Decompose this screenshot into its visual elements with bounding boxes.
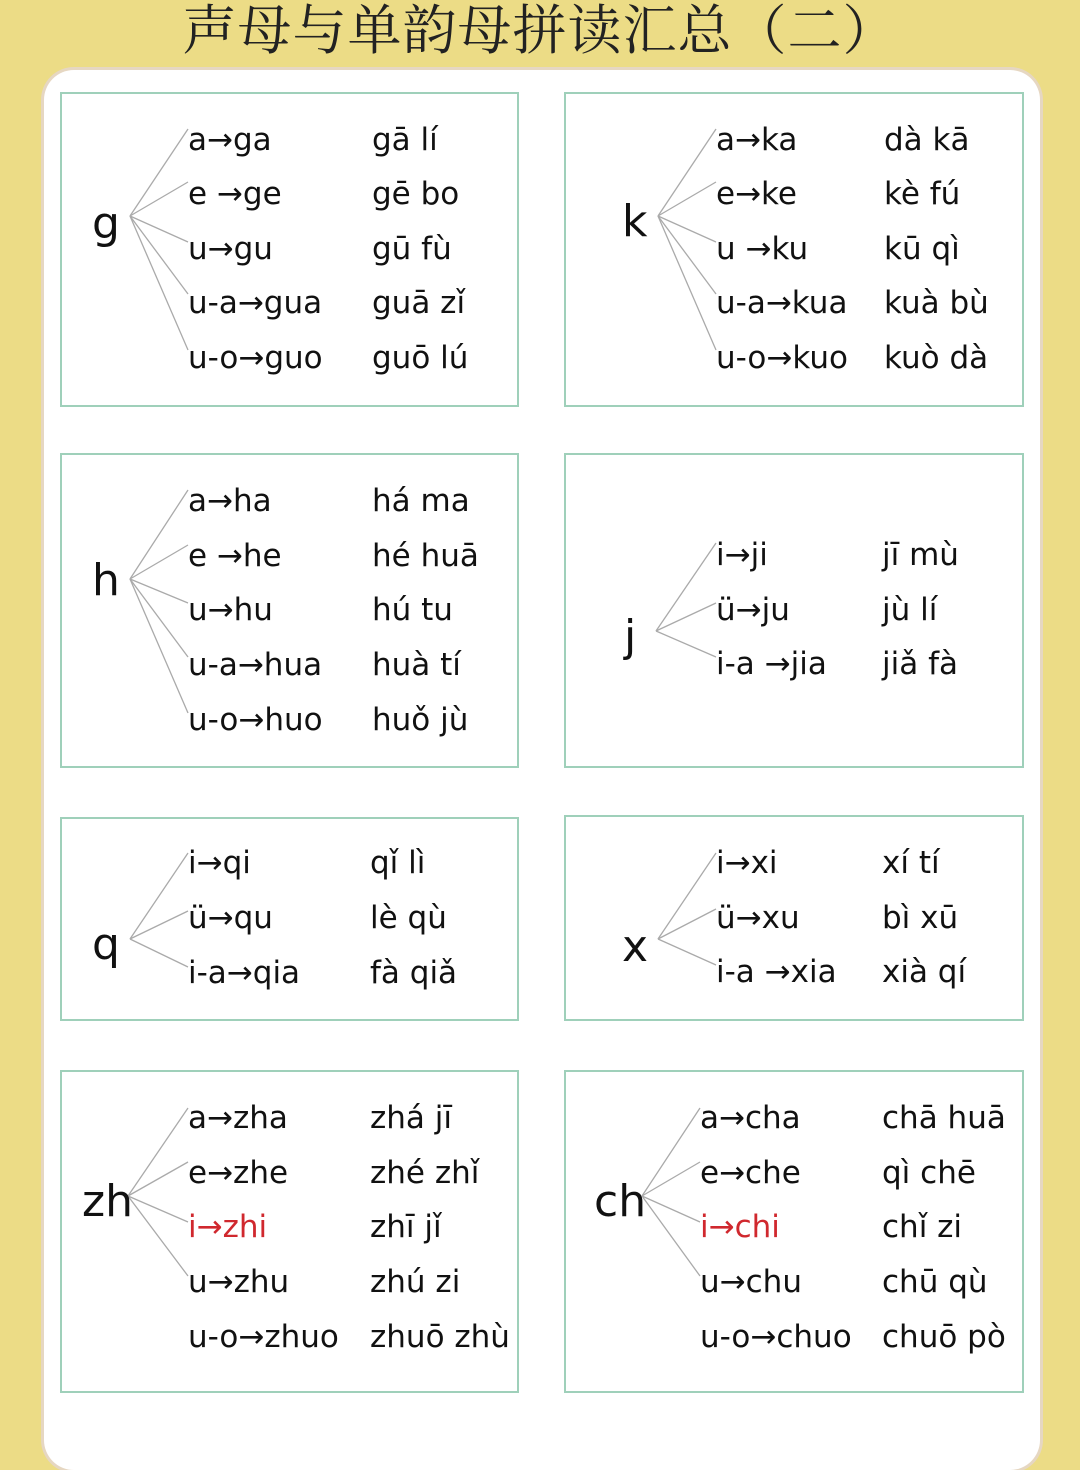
spelling-highlighted: i→chi xyxy=(700,1209,780,1245)
spelling: a→zha xyxy=(188,1100,288,1136)
example-word: fà qiǎ xyxy=(370,955,458,991)
example-word: qì chē xyxy=(882,1155,976,1191)
example-word: zhuō zhù xyxy=(370,1319,510,1355)
spelling: e →ge xyxy=(188,176,282,212)
card-q xyxy=(60,817,519,1021)
card-ch xyxy=(564,1070,1024,1393)
spelling: a→ha xyxy=(188,483,272,519)
example-word: zhú zi xyxy=(370,1264,461,1300)
spelling: u-o→zhuo xyxy=(188,1319,339,1355)
spelling: i→qi xyxy=(188,845,251,881)
example-word: guō lú xyxy=(372,340,469,376)
spelling: i-a→qia xyxy=(188,955,301,991)
initial-letter: h xyxy=(92,555,120,606)
initial-letter: x xyxy=(622,921,649,972)
spelling: u-o→huo xyxy=(188,702,323,738)
spelling: u-o→guo xyxy=(188,340,323,376)
spelling: i→xi xyxy=(716,845,778,881)
example-word: guā zǐ xyxy=(372,285,466,321)
example-word: chǐ zi xyxy=(882,1209,963,1245)
spelling: e →he xyxy=(188,538,282,574)
example-word: jī mù xyxy=(882,537,959,573)
spelling: ü→xu xyxy=(716,900,800,936)
branch-lines xyxy=(62,819,521,1023)
spelling: u-a→kua xyxy=(716,285,848,321)
example-word: gā lí xyxy=(372,122,438,158)
example-word: kuò dà xyxy=(884,340,989,376)
spelling: u-a→gua xyxy=(188,285,323,321)
initial-letter: q xyxy=(92,919,120,970)
card-k xyxy=(564,92,1024,407)
spelling: u→chu xyxy=(700,1264,802,1300)
example-word: chuō pò xyxy=(882,1319,1006,1355)
example-word: qǐ lì xyxy=(370,845,426,881)
example-word: jù lí xyxy=(882,592,938,628)
spelling: a→ga xyxy=(188,122,272,158)
example-word: huà tí xyxy=(372,647,461,683)
spelling: ü→qu xyxy=(188,900,273,936)
initial-letter: j xyxy=(624,611,637,662)
example-word: zhé zhǐ xyxy=(370,1155,480,1191)
spelling: ü→ju xyxy=(716,592,790,628)
card-j xyxy=(564,453,1024,768)
spelling: u→hu xyxy=(188,592,273,628)
spelling: u→zhu xyxy=(188,1264,290,1300)
example-word: chū qù xyxy=(882,1264,988,1300)
spelling: u-o→kuo xyxy=(716,340,848,376)
spelling: e→che xyxy=(700,1155,801,1191)
initial-letter: zh xyxy=(82,1176,133,1227)
spelling: a→cha xyxy=(700,1100,801,1136)
example-word: gē bo xyxy=(372,176,460,212)
example-word: zhá jī xyxy=(370,1100,452,1136)
example-word: há ma xyxy=(372,483,470,519)
example-word: zhī jǐ xyxy=(370,1209,442,1245)
spelling-highlighted: i→zhi xyxy=(188,1209,268,1245)
example-word: gū fù xyxy=(372,231,452,267)
spelling: u-a→hua xyxy=(188,647,323,683)
example-word: kè fú xyxy=(884,176,961,212)
example-word: kuà bù xyxy=(884,285,989,321)
spelling: e→zhe xyxy=(188,1155,289,1191)
card-x xyxy=(564,815,1024,1021)
initial-letter: g xyxy=(92,198,120,249)
spelling: i-a →xia xyxy=(716,954,837,990)
spelling: u →ku xyxy=(716,231,809,267)
example-word: bì xū xyxy=(882,900,959,936)
spelling: e→ke xyxy=(716,176,797,212)
example-word: hé huā xyxy=(372,538,479,574)
initial-letter: ch xyxy=(594,1176,647,1227)
example-word: hú tu xyxy=(372,592,453,628)
chart-sheet xyxy=(44,70,1040,1470)
spelling: a→ka xyxy=(716,122,798,158)
example-word: lè qù xyxy=(370,900,447,936)
card-zh xyxy=(60,1070,519,1393)
example-word: jiǎ fà xyxy=(882,646,958,682)
spelling: u-o→chuo xyxy=(700,1319,852,1355)
example-word: xí tí xyxy=(882,845,940,881)
initial-letter: k xyxy=(622,196,648,247)
spelling: u→gu xyxy=(188,231,273,267)
spelling: i-a →jia xyxy=(716,646,827,682)
example-word: xià qí xyxy=(882,954,967,990)
card-g xyxy=(60,92,519,407)
example-word: chā huā xyxy=(882,1100,1006,1136)
card-h xyxy=(60,453,519,768)
example-word: huǒ jù xyxy=(372,702,469,738)
page-title: 声母与单韵母拼读汇总（二） xyxy=(182,0,898,62)
example-word: dà kā xyxy=(884,122,970,158)
spelling: i→ji xyxy=(716,537,768,573)
example-word: kū qì xyxy=(884,231,960,267)
